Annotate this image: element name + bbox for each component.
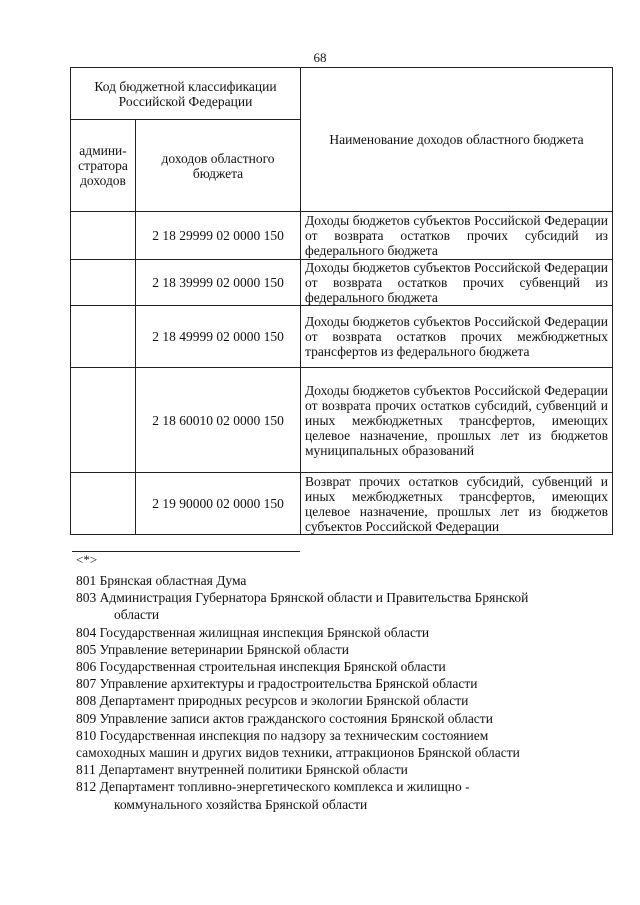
admin-cell [71, 212, 136, 260]
table-row [71, 260, 613, 306]
income-name-cell: Доходы бюджетов субъектов Российской Федерации от возврата остатков прочих субсидий из федерального бюджета [301, 212, 613, 260]
income-code-cell: 2 18 60010 02 0000 150 [136, 368, 301, 473]
agency-code: 812 [76, 779, 97, 795]
agency-name: Департамент внутренней политики Брянской области [99, 762, 408, 778]
income-name-cell: Возврат прочих остатков субсидий, субвенций и иных межбюджетных трансфертов, имеющих целевое назначение, прошлых лет из бюджетов субъектов Российской Федерации [301, 473, 613, 535]
agency-name: Брянская областная Дума [99, 573, 247, 588]
header-income-code: доходов областного бюджета [136, 120, 301, 212]
footnote-mark: <*> [76, 552, 98, 567]
agency-name: Государственная строительная инспекция Брянской области [99, 659, 446, 675]
admin-cell [71, 260, 136, 306]
agency-code: 811 [76, 762, 96, 778]
list-item [76, 572, 612, 589]
agency-code: 803 [76, 590, 97, 606]
agency-name: Департамент топливно-энергетического комплекса и жилищно - [99, 779, 470, 795]
agency-code: 804 [76, 624, 97, 640]
agency-name: Государственная жилищная инспекция Брянской области [99, 624, 430, 640]
header-budget-classification: Код бюджетной классификации Российской Федерации [71, 68, 301, 120]
income-code-cell: 2 18 39999 02 0000 150 [136, 260, 301, 306]
income-code-cell: 2 19 90000 02 0000 150 [136, 473, 301, 535]
list-item [76, 658, 612, 675]
page-number: 68 [313, 50, 327, 65]
admin-cell [71, 473, 136, 535]
list-item [76, 761, 612, 778]
list-item [76, 778, 612, 812]
agency-code: 806 [76, 659, 97, 675]
list-item [76, 692, 612, 709]
admin-cell [71, 368, 136, 473]
agency-code: 807 [76, 676, 97, 692]
agency-name-continued: коммунального хозяйства Брянской области [114, 796, 368, 812]
list-item [76, 589, 612, 623]
agency-name: Управление записи актов гражданского состояния Брянской области [99, 710, 493, 726]
header-administrator: админи-стратора доходов [71, 120, 136, 212]
list-item [76, 641, 612, 658]
agency-code: 805 [76, 641, 97, 657]
income-name-cell: Доходы бюджетов субъектов Российской Федерации от возврата остатков прочих субвенций из федерального бюджета [301, 260, 613, 306]
budget-classification-table [70, 67, 613, 535]
list-item [76, 624, 612, 641]
income-code-cell: 2 18 29999 02 0000 150 [136, 212, 301, 260]
admin-cell [71, 306, 136, 368]
agency-name-continued: самоходных машин и других видов техники, аттракционов Брянской области [76, 745, 520, 761]
table-row [71, 473, 613, 535]
footnote-divider [72, 551, 300, 552]
table-row [71, 368, 613, 473]
administrator-list [76, 572, 612, 813]
agency-name: Администрация Губернатора Брянской области и Правительства Брянской [99, 590, 529, 606]
agency-name-continued: области [114, 607, 160, 623]
list-item [76, 727, 612, 761]
agency-code: 808 [76, 693, 97, 709]
list-item [76, 710, 612, 727]
table-row [71, 306, 613, 368]
income-name-cell: Доходы бюджетов субъектов Российской Федерации от возврата остатков прочих межбюджетных трансфертов из федерального бюджета [301, 306, 613, 368]
list-item [76, 675, 612, 692]
table-row [71, 212, 613, 260]
header-income-name: Наименование доходов областного бюджета [301, 68, 613, 212]
income-code-cell: 2 18 49999 02 0000 150 [136, 306, 301, 368]
agency-code: 810 [76, 727, 97, 743]
agency-name: Государственная инспекция по надзору за техническим состоянием [99, 727, 489, 743]
agency-name: Управление архитектуры и градостроительства Брянской области [99, 676, 478, 692]
agency-name: Департамент природных ресурсов и экологии Брянской области [99, 693, 469, 709]
income-name-cell: Доходы бюджетов субъектов Российской Федерации от возврата прочих остатков субсидий, субвенций и иных межбюджетных трансфертов, имеющих целевое назначение, прошлых лет из бюджетов муниципальных образований [301, 368, 613, 473]
agency-code: 801 [76, 573, 97, 588]
agency-name: Управление ветеринарии Брянской области [99, 641, 349, 657]
agency-code: 809 [76, 710, 97, 726]
